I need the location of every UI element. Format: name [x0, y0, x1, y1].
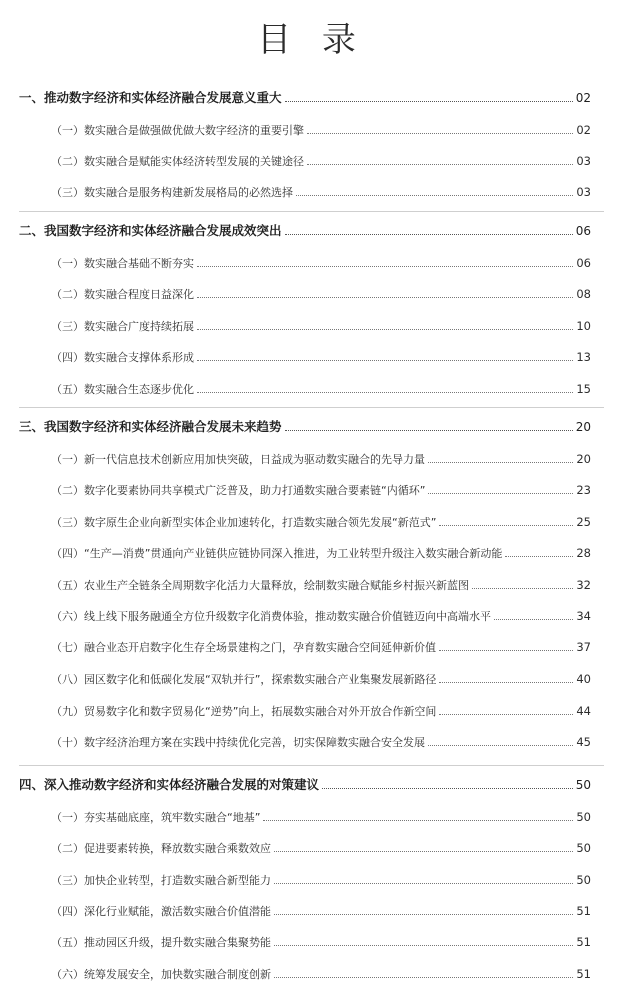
- toc-leader-dots: [285, 101, 573, 102]
- toc-leader-dots: [505, 556, 573, 557]
- toc-leader-dots: [472, 588, 573, 589]
- toc-leader-dots: [439, 525, 573, 526]
- toc-leader-dots: [307, 133, 573, 134]
- toc-item[interactable]: [51, 481, 591, 500]
- toc-leader-dots: [307, 164, 573, 165]
- toc-item[interactable]: [51, 670, 591, 689]
- toc-page-number: 10: [576, 319, 591, 333]
- toc-section-title: 四、深入推动数字经济和实体经济融合发展的对策建议: [19, 777, 320, 792]
- toc-item[interactable]: [51, 965, 591, 984]
- toc-item[interactable]: [51, 317, 591, 336]
- toc-leader-dots: [274, 945, 573, 946]
- toc-leader-dots: [285, 430, 573, 431]
- toc-item[interactable]: [51, 380, 591, 399]
- toc-item-title: （十）数字经济治理方案在实践中持续优化完善，切实保障数实融合安全发展: [51, 736, 425, 749]
- toc-leader-dots: [439, 714, 573, 715]
- toc-item-title: （二）数实融合程度日益深化: [51, 288, 194, 301]
- toc-item-title: （六）线上线下服务融通全方位升级数字化消费体验，推动数实融合价值链迈向中高端水平: [51, 610, 491, 623]
- toc-page-number: 02: [576, 123, 591, 137]
- toc-page-number: 23: [576, 483, 591, 497]
- toc-item-title: （三）数实融合广度持续拓展: [51, 320, 194, 333]
- toc-leader-dots: [197, 392, 573, 393]
- toc-item[interactable]: [51, 808, 591, 827]
- toc-item-title: （八）园区数字化和低碳化发展“双轨并行”，探索数实融合产业集聚发展新路径: [51, 673, 437, 686]
- toc-item-title: （二）数实融合是赋能实体经济转型发展的关键途径: [51, 155, 304, 168]
- toc-item[interactable]: [51, 839, 591, 858]
- toc-page-number: 02: [575, 91, 591, 105]
- toc-item[interactable]: [51, 871, 591, 890]
- toc-item-title: （三）数实融合是服务构建新发展格局的必然选择: [51, 186, 293, 199]
- toc-section-title: 二、我国数字经济和实体经济融合发展成效突出: [19, 223, 282, 238]
- toc-item-title: （二）促进要素转换，释放数实融合乘数效应: [51, 842, 271, 855]
- toc-leader-dots: [197, 360, 573, 361]
- toc-page-number: 50: [576, 841, 591, 855]
- toc-page-number: 03: [576, 185, 591, 199]
- toc-leader-dots: [274, 977, 573, 978]
- toc-item-title: （五）推动园区升级，提升数实融合集聚势能: [51, 936, 271, 949]
- toc-page-number: 06: [576, 256, 591, 270]
- toc-item[interactable]: [51, 450, 591, 469]
- toc-leader-dots: [428, 745, 573, 746]
- toc-item[interactable]: [51, 576, 591, 595]
- toc-item-title: （六）统筹发展安全，加快数实融合制度创新: [51, 968, 271, 981]
- toc-leader-dots: [197, 297, 573, 298]
- toc-item-title: （三）数字原生企业向新型实体企业加速转化，打造数实融合领先发展“新范式”: [51, 516, 437, 529]
- toc-page-number: 45: [576, 735, 591, 749]
- toc-page-number: 51: [576, 935, 591, 949]
- toc-item[interactable]: [51, 702, 591, 721]
- toc-section[interactable]: [19, 776, 591, 794]
- toc-page-number: 08: [576, 287, 591, 301]
- toc-item[interactable]: [51, 513, 591, 532]
- toc-section[interactable]: [19, 222, 591, 240]
- toc-item-title: （三）加快企业转型，打造数实融合新型能力: [51, 874, 271, 887]
- toc-page-number: 40: [576, 672, 591, 686]
- toc-page-number: 06: [575, 224, 591, 238]
- toc-item-title: （四）“生产—消费”贯通向产业链供应链协同深入推进，为工业转型升级注入数实融合新动能: [51, 547, 503, 560]
- toc-page-number: 44: [576, 704, 591, 718]
- toc-item-title: （一）夯实基础底座，筑牢数实融合“地基”: [51, 811, 261, 824]
- toc-page-number: 50: [576, 810, 591, 824]
- toc-leader-dots: [263, 820, 573, 821]
- toc-leader-dots: [428, 493, 573, 494]
- toc-page-number: 34: [576, 609, 591, 623]
- toc-item[interactable]: [51, 902, 591, 921]
- toc-page-number: 50: [576, 873, 591, 887]
- toc-page-number: 03: [576, 154, 591, 168]
- page-title: 目 录: [257, 20, 366, 60]
- toc-leader-dots: [274, 883, 573, 884]
- toc-page-number: 51: [576, 967, 591, 981]
- toc-leader-dots: [439, 682, 573, 683]
- toc-leader-dots: [274, 851, 573, 852]
- toc-item[interactable]: [51, 121, 591, 140]
- toc-leader-dots: [494, 619, 573, 620]
- toc-section-title: 三、我国数字经济和实体经济融合发展未来趋势: [19, 419, 282, 434]
- toc-item[interactable]: [51, 254, 591, 273]
- toc-item-title: （七）融合业态开启数字化生存全场景建构之门，孕育数实融合空间延伸新价值: [51, 641, 436, 654]
- toc-item-title: （一）新一代信息技术创新应用加快突破，日益成为驱动数实融合的先导力量: [51, 453, 425, 466]
- toc-item-title: （二）数字化要素协同共享模式广泛普及，助力打通数实融合要素链“内循环”: [51, 484, 426, 497]
- toc-item-title: （一）数实融合基础不断夯实: [51, 257, 194, 270]
- toc-item-title: （四）深化行业赋能，激活数实融合价值潜能: [51, 905, 271, 918]
- toc-leader-dots: [428, 462, 573, 463]
- toc-page-number: 37: [576, 640, 591, 654]
- toc-section-title: 一、推动数字经济和实体经济融合发展意义重大: [19, 90, 282, 105]
- toc-item-title: （五）农业生产全链条全周期数字化活力大量释放，绘制数实融合赋能乡村振兴新蓝图: [51, 579, 469, 592]
- toc-leader-dots: [197, 329, 573, 330]
- toc-page-number: 50: [575, 778, 591, 792]
- toc-section[interactable]: [19, 89, 591, 107]
- toc-item-title: （九）贸易数字化和数字贸易化“逆势”向上，拓展数实融合对外开放合作新空间: [51, 705, 437, 718]
- section-divider: [19, 765, 604, 766]
- toc-item[interactable]: [51, 933, 591, 952]
- toc-item[interactable]: [51, 544, 591, 563]
- toc-item[interactable]: [51, 183, 591, 202]
- toc-page-number: 20: [576, 452, 591, 466]
- section-divider: [19, 211, 604, 212]
- toc-item-title: （一）数实融合是做强做优做大数字经济的重要引擎: [51, 124, 304, 137]
- toc-item[interactable]: [51, 348, 591, 367]
- toc-item[interactable]: [51, 638, 591, 657]
- toc-item-title: （四）数实融合支撑体系形成: [51, 351, 194, 364]
- toc-item-title: （五）数实融合生态逐步优化: [51, 383, 194, 396]
- toc-page-number: 25: [576, 515, 591, 529]
- toc-section[interactable]: [19, 418, 591, 436]
- toc-page-number: 20: [575, 420, 591, 434]
- toc-leader-dots: [296, 195, 573, 196]
- toc-leader-dots: [197, 266, 573, 267]
- toc-leader-dots: [274, 914, 573, 915]
- toc-leader-dots: [322, 788, 573, 789]
- toc-page-number: 15: [576, 382, 591, 396]
- toc-page-number: 28: [576, 546, 591, 560]
- toc-page-number: 13: [576, 350, 591, 364]
- toc-item[interactable]: [51, 733, 591, 752]
- toc-item[interactable]: [51, 285, 591, 304]
- toc-page-number: 32: [576, 578, 591, 592]
- toc-item[interactable]: [51, 607, 591, 626]
- toc-item[interactable]: [51, 152, 591, 171]
- toc-page-number: 51: [576, 904, 591, 918]
- toc-leader-dots: [439, 650, 573, 651]
- section-divider: [19, 407, 604, 408]
- toc-leader-dots: [285, 234, 573, 235]
